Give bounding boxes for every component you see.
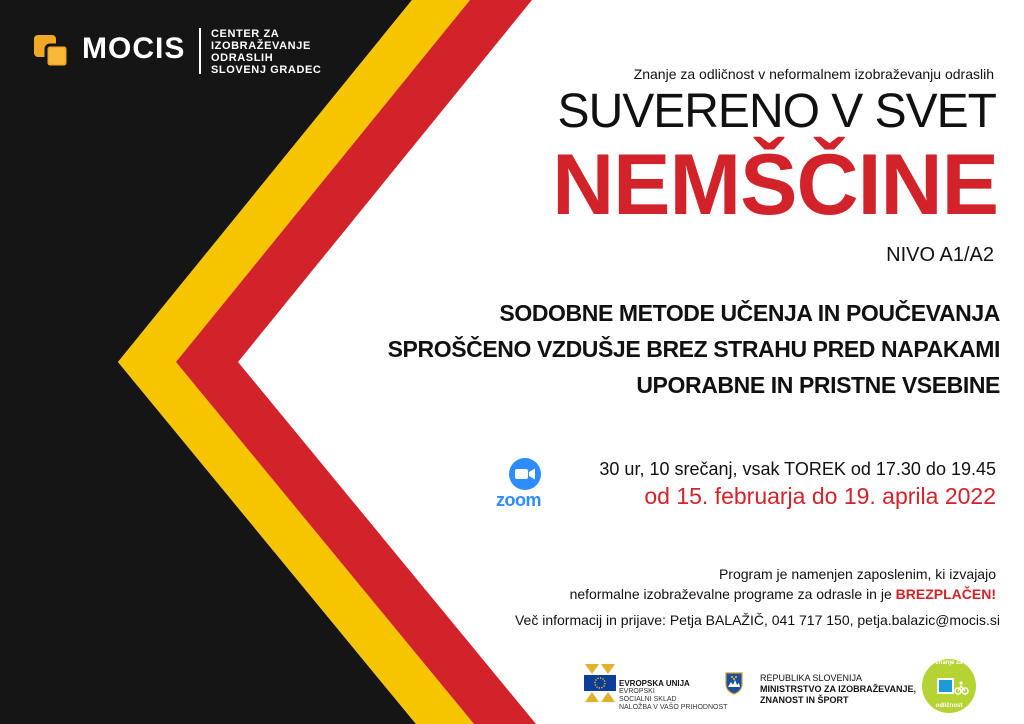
course-level: NIVO A1/A2 bbox=[886, 244, 994, 266]
ministry-line: MINISTRSTVO ZA IZOBRAŽEVANJE, bbox=[760, 684, 917, 694]
eu-sub: EVROPSKI bbox=[619, 688, 655, 695]
logo-divider bbox=[199, 28, 201, 74]
esf-logo-icon bbox=[583, 662, 617, 704]
free-badge-text: BREZPLAČEN! bbox=[895, 586, 996, 602]
feature-item: SPROŠČENO VZDUŠJE BREZ STRAHU PRED NAPAKAMI bbox=[387, 336, 1000, 362]
org-line: CENTER ZA bbox=[211, 28, 280, 40]
org-line: SLOVENJ GRADEC bbox=[211, 64, 322, 76]
zoom-label: zoom bbox=[496, 490, 541, 510]
title-line-2: NEMŠČINE bbox=[552, 137, 998, 233]
ministry-line: REPUBLIKA SLOVENIJA bbox=[760, 673, 863, 683]
mocis-logo-icon bbox=[32, 31, 72, 71]
contact-info: Več informacij in prijave: Petja BALAŽIČ, 041 717 150, petja.balazic@mocis.si bbox=[514, 612, 1000, 628]
badge-bottom-text: odličnost bbox=[935, 703, 963, 709]
info-line: Program je namenjen zaposlenim, ki izvajajo bbox=[718, 566, 996, 582]
feature-item: SODOBNE METODE UČENJA IN POUČEVANJA bbox=[499, 300, 1000, 326]
info-line bbox=[570, 584, 996, 604]
eu-sub: SOCIALNI SKLAD bbox=[619, 696, 677, 703]
feature-item: UPORABNE IN PRISTNE VSEBINE bbox=[636, 372, 1000, 398]
schedule-dates: od 15. februarja do 19. aprila 2022 bbox=[644, 483, 996, 509]
logo-wordmark: MOCIS bbox=[82, 32, 186, 65]
badge-top-text: znanje za bbox=[935, 660, 963, 666]
feature-list bbox=[388, 298, 1000, 400]
info-line-text: neformalne izobraževalne programe za odrasle in je bbox=[569, 586, 892, 602]
org-line: ODRASLIH bbox=[211, 52, 274, 64]
eu-sub: NALOŽBA V VAŠO PRIHODNOST bbox=[619, 704, 728, 711]
zoom-icon bbox=[509, 458, 541, 490]
org-line: IZOBRAŽEVANJE bbox=[211, 40, 311, 52]
eu-text bbox=[619, 679, 727, 712]
organization-name bbox=[211, 28, 321, 76]
schedule-sessions: 30 ur, 10 srečanj, vsak TOREK od 17.30 do 19.45 bbox=[599, 459, 996, 479]
ministry-line: ZNANOST IN ŠPORT bbox=[760, 695, 849, 705]
slovenia-coat-of-arms-icon bbox=[724, 671, 744, 695]
title-line-1: SUVERENO V SVET bbox=[557, 85, 996, 138]
tagline: Znanje za odličnost v neformalnem izobraževanju odraslih bbox=[633, 66, 994, 82]
eu-title: EVROPSKA UNIJA bbox=[619, 679, 690, 688]
program-info bbox=[570, 564, 996, 604]
ministry-text bbox=[760, 673, 916, 706]
